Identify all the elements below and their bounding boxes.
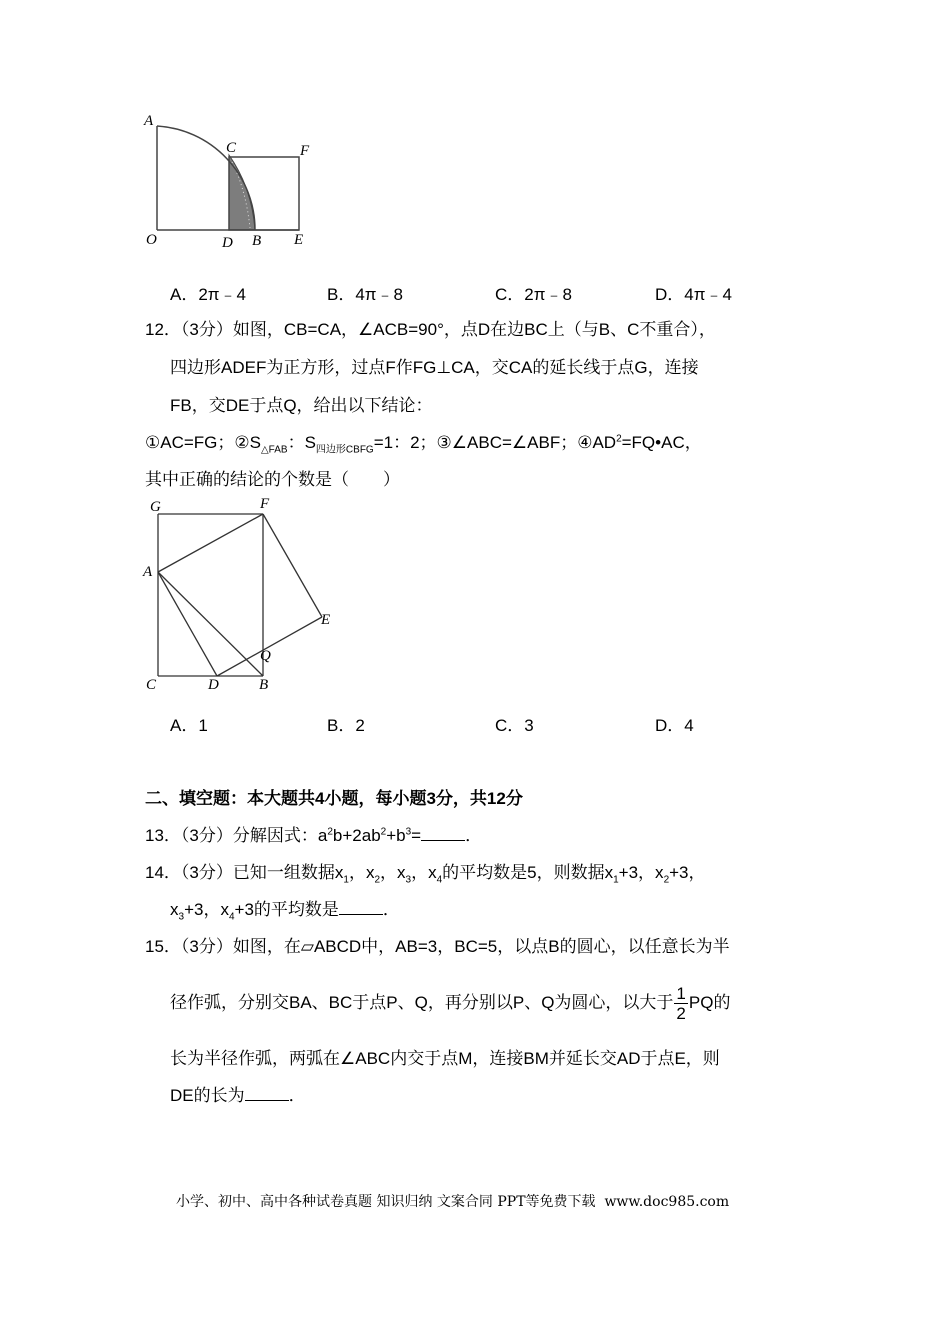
label-D: D [222,235,233,251]
q12-option-a: A．1 [170,716,208,735]
q12-line5: 其中正确的结论的个数是（ ） [145,470,400,489]
q15-line4: DE的长为 ． [170,1086,306,1105]
q12-conclusions: ①AC=FG；$②S_{\triangle FAB}$：$S_{四边形CBFG}=1$：2；③∠ABC=∠ABF；$④AD^2=FQ•AC$， [145,433,702,456]
fraction-one-half: $\frac{1}{2}$ [676,984,686,1023]
q12-option-b: B．2 [327,716,365,735]
q12-option-c: C．3 [495,716,534,735]
q14-line1: 14．（3分）已知一组数据$x_1$，$x_2$，$x_3$，$x_4$的平均数是5，则数据$x_1+3$，$x_2+3$， [145,863,706,886]
q12-option-d: D．4 [655,716,694,735]
label-C: C [226,140,237,156]
q13-answer-blank[interactable] [421,826,465,841]
q15-line3: 长为半径作弧，两弧在∠ABC内交于点M，连接BM并延长交AD于点E，则 [170,1049,720,1068]
q12-line1: 12．（3分）如图，CB=CA，∠ACB=90°，点D在边BC上（与B、C不重合）， [145,320,716,339]
q11-option-a: A．2π﹣4 [170,285,246,304]
q15-answer-blank[interactable] [245,1086,289,1101]
label-O: O [146,232,157,248]
label-E2: E [321,612,331,628]
q11-option-d: D．4π﹣4 [655,285,732,304]
page-footer [176,1191,729,1211]
label-D2: D [208,677,219,693]
figure-square-adef [140,495,340,695]
label-Q: Q [260,648,271,664]
q15-line1: 15．（3分）如图，在▱ABCD中，AB=3，BC=5，以点B的圆心，以任意长为半 [145,937,730,956]
q12-line2: 四边形ADEF为正方形，过点F作FG⊥CA，交CA的延长线于点G，连接 [170,358,699,377]
figure-quarter-circle [140,110,340,255]
footer-url[interactable]: www.doc985.com [604,1194,730,1210]
section-heading: 二、填空题：本大题共4小题，每小题3分，共12分 [145,789,523,808]
q15-line2: 径作弧，分别交BA、BC于点P、Q，再分别以P、Q为圆心，以大于 $\frac{1}{2}$ PQ的 [170,984,731,1023]
label-C2: C [146,677,157,693]
label-A: A [144,113,154,129]
label-G: G [150,499,161,515]
q13: 13．（3分）分解因式：$a^2b+2ab^2+b^3=$ ． [145,826,483,845]
label-A2: A [143,564,153,580]
label-B: B [252,233,262,249]
q14-line2: $x_3+3$，$x_4+3$的平均数是 ． [170,900,400,923]
q12-line3: FB，交DE于点Q，给出以下结论： [170,396,433,415]
label-F2: F [260,496,270,512]
footer-text: 小学、初中、高中各种试卷真题 知识归纳 文案合同 PPT等免费下载 [176,1194,596,1210]
q11-option-c: C．2π﹣8 [495,285,572,304]
q14-answer-blank[interactable] [339,900,383,915]
label-B2: B [259,677,269,693]
q11-option-b: B．4π﹣8 [327,285,403,304]
label-E: E [294,232,304,248]
label-F: F [300,143,310,159]
